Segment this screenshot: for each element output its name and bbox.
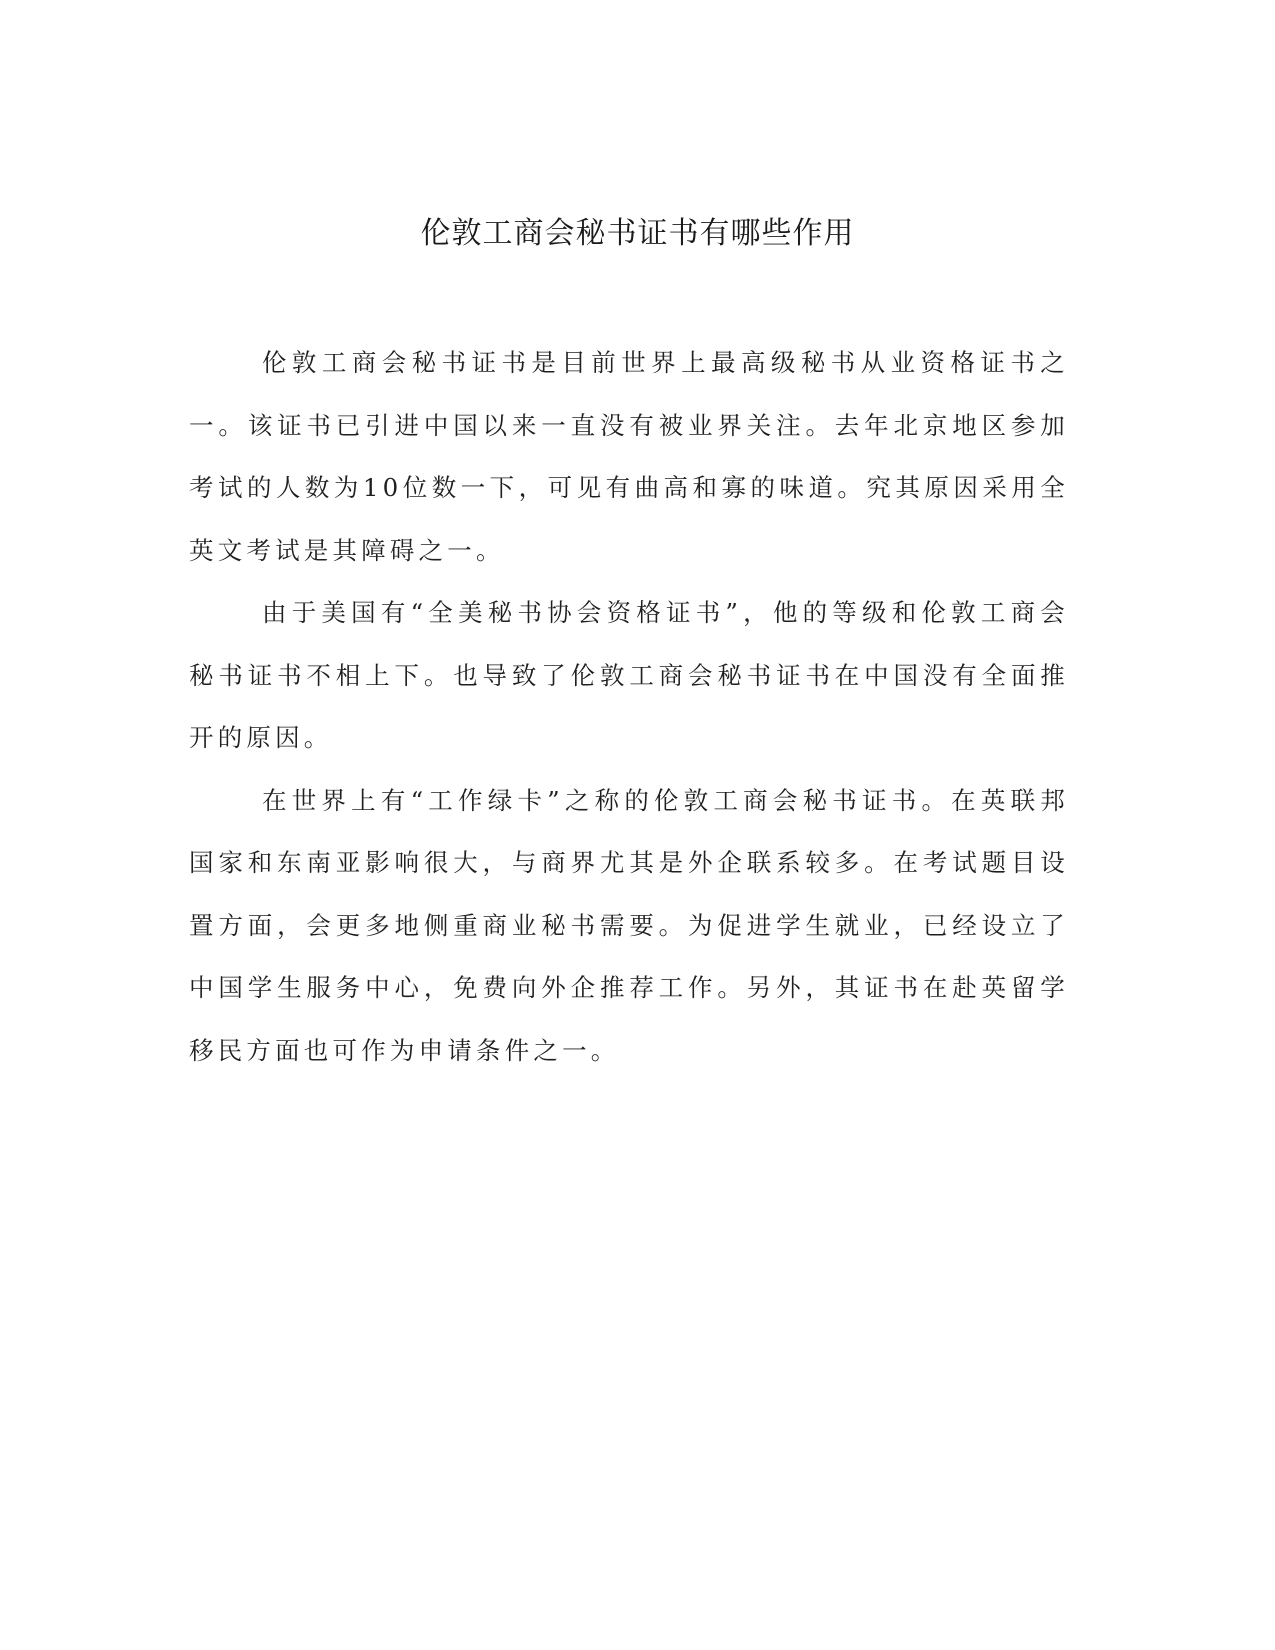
paragraph-3: 在世界上有“工作绿卡”之称的伦敦工商会秘书证书。在英联邦国家和东南亚影响很大，与商界尤其是外企联系较多。在考试题目设置方面，会更多地侧重商业秘书需要。为促进学生就业，已经设立了中国学生服务中心，免费向外企推荐工作。另外，其证书在赴英留学移民方面也可作为申请条件之一。 — [189, 785, 1069, 1065]
document-title: 伦敦工商会秘书证书有哪些作用 — [420, 216, 855, 251]
paragraph-1: 伦敦工商会秘书证书是目前世界上最高级秘书从业资格证书之一。该证书已引进中国以来一直没有被业界关注。去年北京地区参加考试的人数为10位数一下，可见有曲高和寡的味道。究其原因采用全英文考试是其障碍之一。 — [189, 348, 1069, 565]
paragraph-2: 由于美国有“全美秘书协会资格证书”，他的等级和伦敦工商会秘书证书不相上下。也导致了伦敦工商会秘书证书在中国没有全面推开的原因。 — [189, 598, 1069, 752]
document-body — [189, 332, 1069, 1082]
